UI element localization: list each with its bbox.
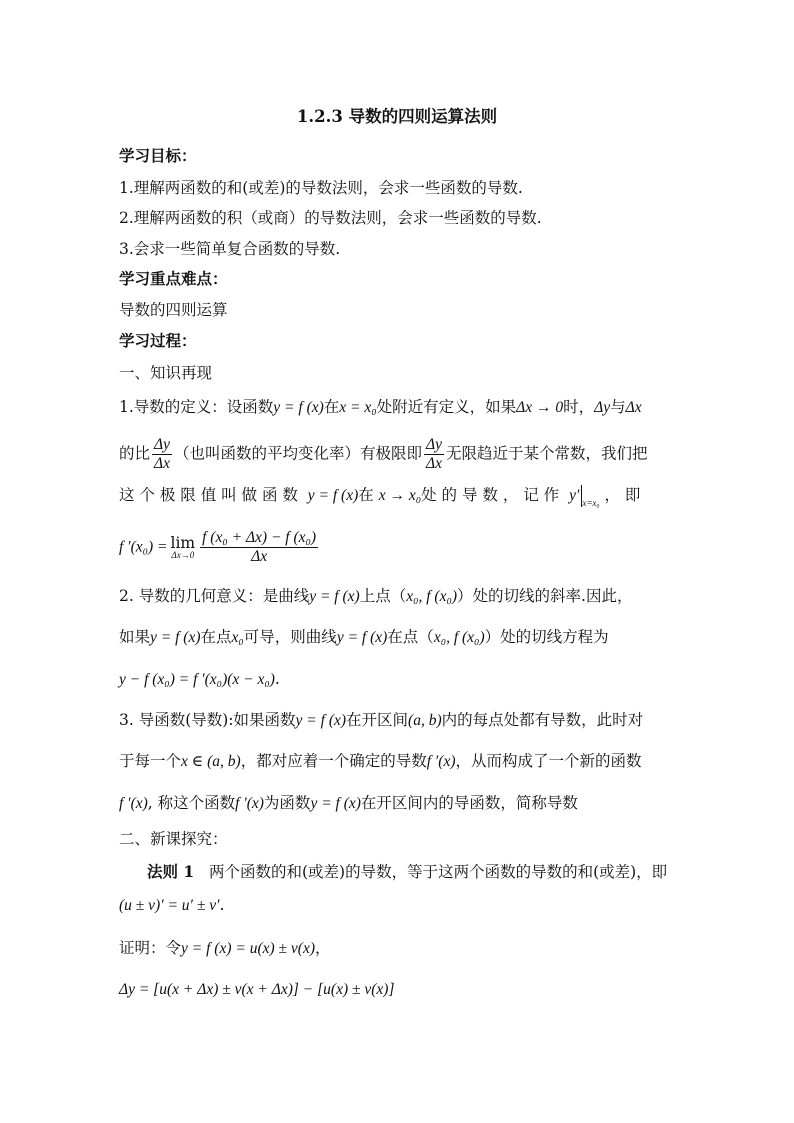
formula: y = f (x) = u(x) ± v(x): [181, 940, 315, 957]
text: ，都对应着一个确定的导数: [240, 752, 427, 770]
proof-line: [119, 937, 331, 960]
formula: f ′(x): [426, 753, 456, 770]
formula: y′: [569, 487, 580, 504]
fraction-denominator: Δx: [251, 548, 268, 565]
text: ，: [315, 939, 331, 957]
text: 证明：令: [119, 939, 182, 957]
derived-function-line-2: [119, 750, 642, 773]
text: , 称这个函数: [147, 794, 236, 812]
text: 如果: [119, 628, 151, 646]
formula: Δx → 0: [516, 399, 564, 416]
text: （也叫函数的平均变化率）有极限即: [174, 444, 423, 463]
review-heading: 一、知识再现: [119, 364, 213, 382]
text: 于每一个: [119, 752, 182, 770]
limit: [170, 533, 196, 560]
text: 时，: [563, 398, 595, 416]
objective-item-3: 3.会求一些简单复合函数的导数.: [119, 240, 341, 258]
formula: y = f (x): [295, 712, 347, 729]
text: 处附近有定义，如果: [376, 398, 517, 416]
formula: y = f (x): [309, 588, 360, 605]
formula: y = f (x): [273, 399, 324, 416]
objectives-heading: 学习目标：: [119, 146, 197, 165]
text: 处 的 导 数 ， 记 作: [421, 486, 560, 504]
text: 在: [358, 486, 374, 504]
formula: f ′(x): [119, 795, 148, 812]
geometric-line-3: [119, 668, 280, 691]
formula: x₀, f (x₀): [406, 588, 458, 605]
delta-formula: Δy = [u(x + Δx) ± v(x + Δx)] − [u(x) ± v(x)]: [119, 981, 395, 998]
formula: x → x₀: [378, 487, 422, 504]
fraction-denominator: Δx: [426, 455, 442, 472]
rule1-label: 法则 1: [147, 862, 195, 881]
text: 上点（: [359, 587, 407, 605]
tangent-equation: y − f (x₀) = f ′(x₀)(x − x₀): [119, 671, 275, 688]
text: .: [274, 670, 280, 688]
formula: f ′(x): [235, 795, 264, 812]
formula: x₀, f (x₀): [433, 629, 485, 646]
formula: x ∈ (a, b): [181, 753, 241, 770]
page-title: 1.2.3 导数的四则运算法则: [296, 107, 498, 126]
text: 与: [610, 398, 626, 416]
formula: y = f (x): [336, 629, 388, 646]
rule1-formula-line: [119, 894, 224, 917]
fraction-denominator: Δx: [154, 455, 170, 472]
formula: Δy: [594, 399, 611, 416]
definition-line-3: [119, 484, 640, 514]
objective-item-1: 1.理解两函数的和(或差)的导数法则，会求一些函数的导数.: [119, 179, 523, 197]
text: 3. 导函数(导数):如果函数: [119, 711, 296, 729]
subscript: x=x₀: [582, 498, 600, 508]
fraction-dy-dx: [424, 436, 444, 473]
text: 在: [323, 398, 340, 416]
keypoints-heading: 学习重点难点：: [119, 269, 228, 288]
text: 在开区间: [346, 711, 409, 729]
rule1-formula: (u ± v)′ = u′ ± v′: [119, 897, 220, 914]
limit-text: lim: [170, 533, 196, 552]
fraction-numerator: f (x₀ + Δx) − f (x₀): [202, 529, 317, 546]
text: 这 个 极 限 值 叫 做 函 数: [119, 486, 298, 504]
formula: y = f (x): [307, 487, 359, 504]
text: ）处的切线方程为: [484, 628, 609, 646]
formula: Δx: [625, 399, 642, 416]
derived-function-line-1: [119, 709, 643, 732]
text: 在点（: [387, 628, 434, 646]
text: ，从而构成了一个新的函数: [455, 752, 642, 770]
geometric-line-1: [119, 585, 632, 608]
text: .: [219, 896, 225, 914]
text: 在开区间内的导函数，简称导数: [360, 794, 578, 812]
keypoints-text: 导数的四则运算: [119, 301, 228, 319]
formula: y = f (x): [150, 629, 201, 646]
definition-line-2: [119, 436, 648, 473]
formula: y = f (x): [310, 795, 361, 812]
delta-line: [119, 978, 394, 1001]
definition-line-1: [119, 396, 642, 419]
text: 2. 导数的几何意义：是曲线: [119, 587, 310, 605]
geometric-line-2: [119, 626, 609, 649]
rule1-text: 两个函数的和(或差)的导数，等于这两个函数的导数的和(或差)，即: [208, 863, 668, 881]
definition-formula: [119, 529, 320, 566]
text: ， 即: [604, 486, 641, 504]
text: 1.导数的定义：设函数: [119, 398, 274, 416]
fraction-numerator: Δy: [154, 436, 170, 453]
formula: (a, b): [408, 712, 442, 729]
process-heading: 学习过程：: [119, 331, 197, 350]
rule1-line: [147, 861, 667, 883]
limit-subscript: Δx→0: [171, 549, 195, 560]
fraction-numerator: Δy: [426, 436, 442, 453]
text: 的比: [119, 444, 151, 463]
text: 无限趋近于某个常数，我们把: [446, 444, 648, 463]
explore-heading: 二、新课探究：: [119, 830, 228, 848]
formula: x = x₀: [339, 399, 377, 416]
difference-quotient: [200, 529, 318, 566]
text: 内的每点处都有导数，此时对: [441, 711, 644, 729]
text: 可导，则曲线: [243, 628, 337, 646]
text: 为函数: [263, 794, 311, 812]
objective-item-2: 2.理解两函数的积（或商）的导数法则，会求一些函数的导数.: [119, 209, 542, 227]
text: 在点: [200, 628, 232, 646]
text: ）处的切线的斜率.因此，: [457, 587, 633, 605]
fraction-dy-dx: [152, 436, 172, 473]
formula: x₀: [231, 629, 244, 646]
derived-function-line-3: [119, 792, 578, 815]
formula: f ′(x₀) =: [119, 538, 168, 556]
